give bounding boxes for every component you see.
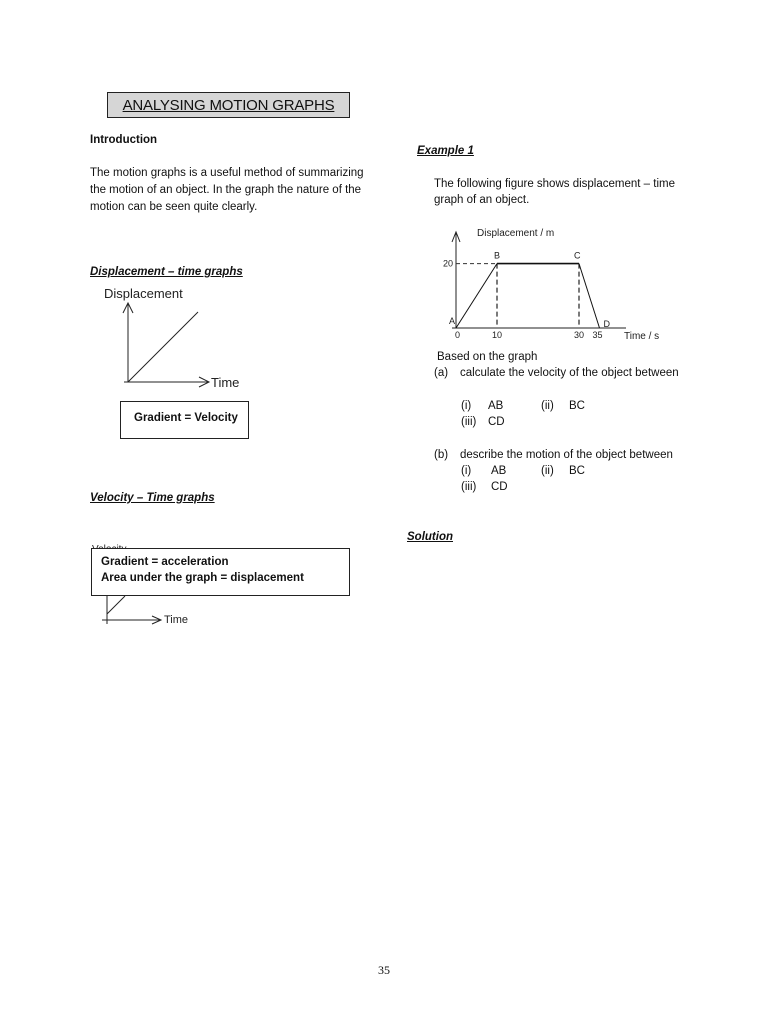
point-label: A: [449, 316, 456, 326]
chart-x-label: Time / s: [624, 331, 660, 342]
example-heading: Example 1: [417, 145, 474, 157]
gradient-acceleration-text: Gradient = acceleration: [101, 556, 229, 568]
graph-intro: Based on the graph: [437, 351, 538, 363]
x-tick-label: 10: [492, 330, 503, 340]
qb-item-label: AB: [491, 465, 507, 477]
gradient-velocity-box: [120, 401, 249, 439]
qa-item-label: AB: [488, 400, 504, 412]
intro-line: The motion graphs is a useful method of summarizing: [90, 167, 364, 179]
question-a-letter: (a): [434, 367, 449, 379]
x-tick-label: 35: [592, 330, 603, 340]
x-tick-label: 30: [574, 330, 585, 340]
page-number: 35: [378, 963, 390, 977]
solution-heading: Solution: [407, 531, 453, 543]
y-tick-label: 20: [443, 258, 454, 269]
intro-heading: Introduction: [90, 134, 158, 146]
velocity-time-box: [91, 548, 350, 596]
series-segment: [579, 264, 600, 328]
qa-item-number: (i): [461, 400, 472, 412]
area-displacement-text: Area under the graph = displacement: [101, 572, 304, 584]
velocity-heading: Velocity – Time graphs: [90, 492, 215, 504]
page-title: ANALYSING MOTION GRAPHS: [107, 92, 350, 118]
displacement-heading: Displacement – time graphs: [90, 266, 243, 278]
qb-item-number: (ii): [541, 465, 554, 477]
question-a-text: calculate the velocity of the object between: [460, 367, 679, 379]
qb-item-number: (i): [461, 465, 472, 477]
displacement-time-sketch: [96, 282, 256, 394]
qa-item-label: BC: [569, 400, 585, 412]
question-b-letter: (b): [434, 449, 449, 461]
time-axis-label: Time: [164, 614, 189, 626]
qb-item-number: (iii): [461, 481, 477, 493]
question-b-text: describe the motion of the object between: [460, 449, 673, 461]
x-tick-label: 0: [455, 330, 461, 340]
intro-line: the motion of an object. In the graph the nature of the: [90, 184, 362, 196]
point-label: D: [603, 319, 610, 329]
gradient-velocity-text: Gradient = Velocity: [134, 412, 238, 424]
velocity-line: [107, 596, 125, 614]
y-axis-label: Displacement: [104, 286, 183, 301]
point-label: C: [574, 250, 581, 261]
chart-y-label: Displacement / m: [477, 228, 555, 239]
qb-item-label: CD: [491, 481, 508, 493]
point-label: B: [494, 250, 501, 261]
intro-line: motion can be seen quite clearly.: [90, 201, 258, 213]
example-line: The following figure shows displacement – time: [434, 178, 675, 190]
example-chart: [430, 218, 670, 344]
qb-item-label: BC: [569, 465, 585, 477]
qa-item-number: (ii): [541, 400, 554, 412]
x-axis-label: Time: [211, 375, 240, 390]
qa-item-label: CD: [488, 416, 505, 428]
qa-item-number: (iii): [461, 416, 477, 428]
displacement-line: [128, 312, 198, 382]
example-line: graph of an object.: [434, 194, 530, 206]
series-segment: [456, 264, 497, 328]
